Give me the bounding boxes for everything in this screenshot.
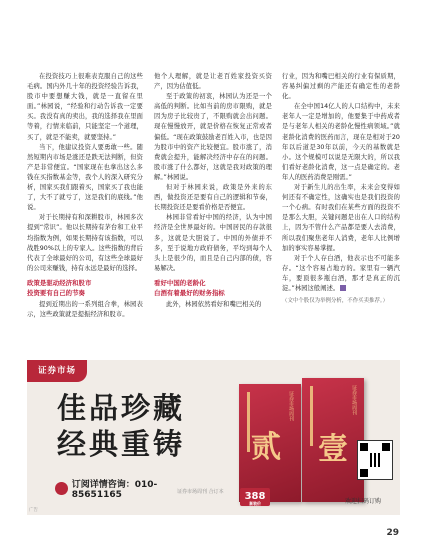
- paragraph: [282, 254, 400, 294]
- advertisement[interactable]: [27, 360, 400, 515]
- subheading: 白酒有着最好的财务指标: [154, 288, 225, 297]
- paragraph: 对于长期持有和深耕股市，林园多次提到“常识”。他以长期持有茅台和工业平均指数为例，如果长期持有该指数，可以战胜90%以上的专家人。这些指数的背后代表了全球最好的公司，有这些全球最好的公司来赚钱，持有永远是最好的选择。: [27, 214, 143, 272]
- book-ornament: [247, 392, 250, 452]
- column-1: [27, 72, 143, 320]
- disclaimer-note: （文中个股仅为举例分析，不作买卖推荐。）: [282, 298, 389, 305]
- book-title: 证券市场周刊: [351, 385, 357, 415]
- price-value: 388: [244, 491, 266, 502]
- book-ornament: [310, 386, 313, 446]
- order-text: 订阅详情咨询：010-85651165: [71, 479, 158, 500]
- column-2: [154, 72, 272, 310]
- order-hotline[interactable]: [55, 479, 205, 500]
- book-volume-char: 贰: [251, 430, 281, 465]
- end-mark-icon: [340, 285, 346, 291]
- subheading: 政策是驱动经济和股市: [27, 278, 92, 287]
- qr-code-icon[interactable]: [357, 440, 393, 480]
- book-cover: [302, 378, 364, 502]
- subheading-block: [154, 278, 272, 298]
- phone-icon: [55, 482, 68, 495]
- price-note: 套装价: [249, 501, 261, 506]
- paragraph: 在全中国14亿人的人口结构中，未来老年人一定是增加的，他要集于中药成者是与老年人相关的老龄化慢性病领域。”就老龄化消费的医药而言，现在是相对于20年以后道是30年以前，今天的基数就是小。这个规模可以说是无限大的，所以我们看好老龄化消费，这一点是确定的。老年人的医药消费是刚需。”: [282, 103, 400, 181]
- subheading: 看好中国的老龄化: [154, 278, 206, 287]
- qr-label: 欢迎扫码订购: [345, 498, 382, 505]
- paragraph: 在投资技巧上很难表克服自己的这些毛病。国内外几十年的投资经验告诉我，股市中要想赚大钱，就是一直留在里面。”林园说，“经验和行动告诉我一定要买。我没有真的卖出，我的选择我在里面等着，行情来临前，只能坚定一个道理，买了，就是不能卖，就要坚持。”: [27, 73, 143, 141]
- paragraph: 但对于林园来说，政策是外来的东西，做投资还是要有自己的逻辑和节奏，长期投资还是要看价格是否便宜。: [154, 184, 272, 212]
- ad-corner-note: 广告: [29, 508, 38, 513]
- book-title: 证券市场周刊: [288, 391, 294, 421]
- publisher-note: 证券市场周刊 合订本: [177, 489, 224, 495]
- qr-pattern: [370, 453, 382, 467]
- price-tag: [240, 488, 270, 506]
- paragraph: 他个人理解，就是让老百姓家投资买资产，因为估值低。: [154, 73, 272, 91]
- paragraph: 当下，他建议投资人要勇敢一些。随然短期内市场是涨还是跌无法判断，但资产是非常便宜。“国家现在也拿出这么多钱在买指数基金等，我个人的深入研究分析，国家买我们跟着买，国家买了我也能了，大不了就亏了，这是我们的底线。”他说。: [27, 143, 143, 212]
- ad-logo: 证券市场: [27, 360, 87, 382]
- subheading: 投资要有自己的节奏: [27, 288, 85, 297]
- paragraph: 行业，因为和嘴巴相关的行业有保质期，容易纠偏过剩的产能还有确定性的老龄化。: [282, 73, 400, 101]
- paragraph: 对于新生儿的出生率，未来会变得如何还有不确定性，这确实也是我们投资的一个心病。有时我们在某些方面的投资不是那么大胆，关键问题是出在人口的结构上，因为不管什么产品都是要人去消费，所以我们聚焦老年人消费，老年人比例增加的事实容易掌握。: [282, 184, 400, 252]
- ad-headline: 佳品珍藏: [57, 391, 186, 425]
- paragraph-text: 对于个人存白酒，他表示也不可能多存。“这个容易占地方的。家里有一辆汽车，要顶很多瓶白酒，那才是真正的沉淀。”林园这般阐述。: [282, 254, 400, 292]
- paragraph: 此外，林园依然看好和嘴巴相关的: [166, 300, 262, 308]
- ad-headline: 经典重铸: [57, 427, 186, 461]
- paragraph: 林园非常看好中国的经济，认为中国经济是全世界最好的。中国居民的存款很多，这就是大胆说了。中国的外债并不多，至于说地方政府债务，平均到每个人头上是很少的，而且是自己内部的债，容易解决。: [154, 214, 272, 272]
- paragraph: 至于政策的初衷，林园认为还是一个高低的判断。比如当前的房市限购，就是因为房子比较贵了，不限购就会出问题。现在慢慢放开，就是价格在恢复正常或者偏低。“现在政策鼓励老百姓入市，也是因为股市中的资产比较便宜。股市涨了，消费就会提升，能解决经济中存在的问题。股市涨了什么都好，这就是我对政策的理解。”林园说。: [154, 93, 272, 181]
- book-cover: [239, 384, 301, 502]
- book-volume-char: 壹: [318, 432, 348, 467]
- subheading-block: [27, 278, 143, 298]
- page-number: 29: [386, 528, 399, 538]
- paragraph: 提到近期出的一系列组合拳，林园表示，这些政策就是提振经济和股市。: [27, 300, 143, 318]
- column-3: [282, 72, 400, 306]
